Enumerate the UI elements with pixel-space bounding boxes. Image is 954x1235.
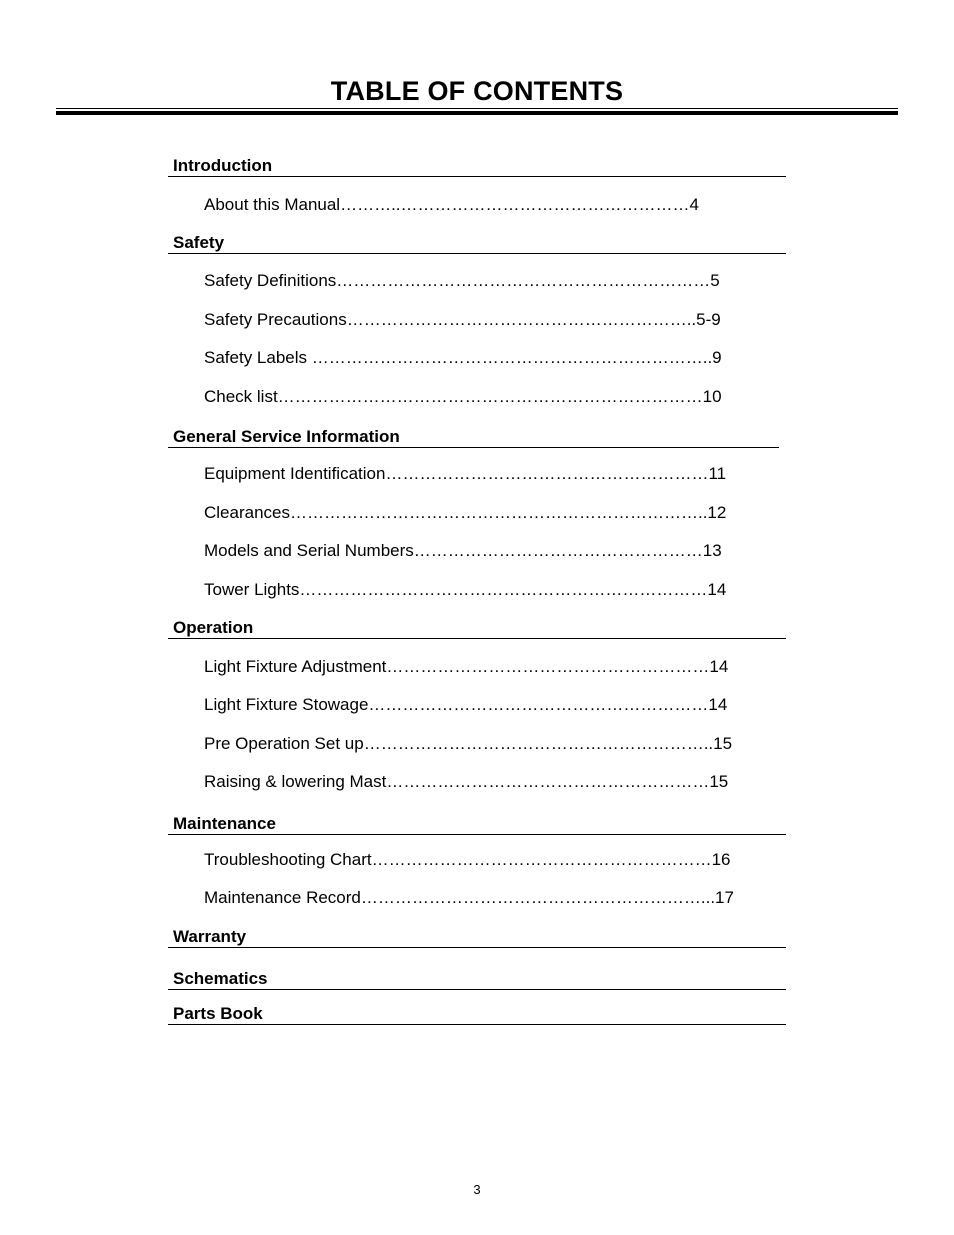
section-heading-label: Operation [173, 618, 254, 637]
toc-entry-safety-definitions[interactable]: Safety Definitions…………………………………………………………5 [204, 271, 720, 290]
page-number: 3 [473, 1182, 481, 1197]
toc-entry-maintenance-record[interactable]: Maintenance Record……………………………………………………...17 [204, 888, 734, 907]
toc-entry-safety-labels[interactable]: Safety Labels ……………………………………………………………..9 [204, 348, 722, 367]
section-heading-safety[interactable] [168, 223, 786, 254]
section-heading-parts-book[interactable] [168, 994, 786, 1025]
toc-entry-tower-lights[interactable]: Tower Lights………………………………………………………………14 [204, 580, 727, 599]
toc-entry-light-fixture-stowage[interactable]: Light Fixture Stowage……………………………………………………14 [204, 695, 728, 714]
section-heading-label: Maintenance [173, 814, 276, 833]
toc-entry-models-and-serial-numbers[interactable]: Models and Serial Numbers……………………………………………13 [204, 541, 722, 560]
section-heading-label: Warranty [173, 927, 247, 946]
section-heading-label: Safety [173, 233, 225, 252]
page-title: TABLE OF CONTENTS [330, 76, 624, 106]
section-heading-schematics[interactable] [168, 959, 786, 990]
section-heading-operation[interactable] [168, 608, 786, 639]
toc-entry-equipment-identification[interactable]: Equipment Identification…………………………………………………11 [204, 464, 727, 483]
section-heading-general-service-information[interactable] [168, 417, 779, 448]
toc-entry-about-this-manual[interactable]: About this Manual………..……………………………………………4 [204, 195, 699, 214]
section-heading-label: Parts Book [173, 1004, 263, 1023]
toc-entry-raising-lowering-mast[interactable]: Raising & lowering Mast…………………………………………………15 [204, 772, 729, 791]
toc-entry-troubleshooting-chart[interactable]: Troubleshooting Chart……………………………………………………16 [204, 850, 731, 869]
section-heading-label: Introduction [173, 156, 273, 175]
toc-entry-check-list[interactable]: Check list…………………………………………………………………10 [204, 387, 722, 406]
section-heading-introduction[interactable] [168, 146, 786, 177]
section-heading-label: Schematics [173, 969, 268, 988]
toc-entry-safety-precautions[interactable]: Safety Precautions……………………………………………………..5-9 [204, 310, 721, 329]
section-heading-warranty[interactable] [168, 917, 786, 948]
section-heading-label: General Service Information [173, 427, 400, 446]
section-heading-maintenance[interactable] [168, 804, 786, 835]
toc-entry-clearances[interactable]: Clearances………………………………………………………………..12 [204, 503, 727, 522]
toc-entry-pre-operation-set-up[interactable]: Pre Operation Set up……………………………………………………..15 [204, 734, 733, 753]
toc-entry-light-fixture-adjustment[interactable]: Light Fixture Adjustment…………………………………………………14 [204, 657, 729, 676]
